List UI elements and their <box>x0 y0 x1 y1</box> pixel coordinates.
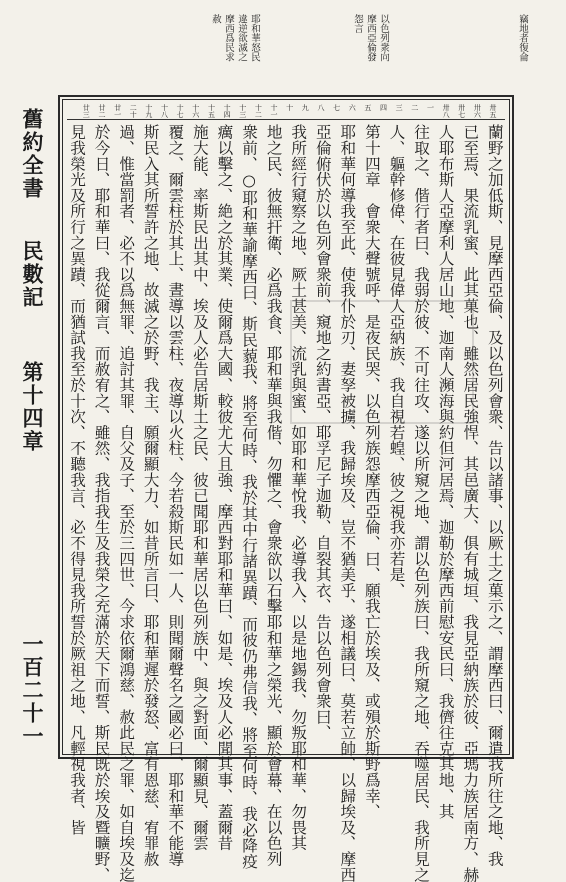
verse-number: 十四 <box>223 104 232 118</box>
text-column: 人耶布斯人亞摩利人居山地、迦南人瀕海與約但河居焉、迦勒於摩西前慰安民曰、我儕往克其地、其 <box>436 124 455 820</box>
verse-number: 十五 <box>207 104 216 118</box>
verse-number: 三 <box>395 104 404 111</box>
verse-number: 七 <box>332 104 341 111</box>
margin-note-right <box>517 14 528 86</box>
text-column: 衆前、○耶和華諭摩西曰、斯民藐我、將至何時、我於其中行諸異蹟、而彼仍弗信我、將至何時、我必降疫 <box>240 124 259 869</box>
verse-number: 五 <box>363 104 372 111</box>
text-column: 見我榮光及所行之異蹟、而猶試我至於十次、不聽我言、必不得見我所誓於厥祖之地、凡輕視我者、皆 <box>68 124 86 835</box>
text-frame <box>58 95 514 882</box>
verse-number: 十七 <box>176 104 185 118</box>
margin-note-line: 耶和華怒民 <box>249 14 260 62</box>
text-column: 人、軀幹修偉、在彼見偉人亞納族、我自視若蝗、彼之視我亦若是、 <box>387 124 406 598</box>
verse-number: 二十 <box>129 104 138 118</box>
margin-note-line: 以色列衆向 <box>378 14 389 62</box>
chapter-label: 第十四章 <box>20 361 45 453</box>
text-column: 蘭野之加低斯、見摩西亞倫、及以色列會衆、告以諸事、以厥土之菓示之、謂摩西曰、爾遣我所往之地、我 <box>485 124 504 867</box>
page-number: 一百二十一 <box>20 633 45 748</box>
verse-number: 廿二 <box>97 104 106 118</box>
verse-number: 卅六 <box>473 104 482 118</box>
margin-note-middle <box>352 14 389 86</box>
text-column: 往取之、偕行者曰、我弱於彼、不可往攻、遂以所窺之地、謂以色列族曰、我所窺之地、吞噬居民、我所見之 <box>412 124 431 882</box>
margin-note-line: 赦 <box>210 14 221 24</box>
margin-note-line: 摩西亞倫發 <box>365 14 376 62</box>
verse-number: 十一 <box>270 104 278 118</box>
text-column: 亞倫俯伏於以色列會衆前、窺地之約書亞、耶孚尼子迦勒、自裂其衣、告以色列會衆曰、 <box>313 124 332 741</box>
watermark-stamp <box>290 300 474 424</box>
margin-note-line: 摩西爲民求 <box>223 14 234 62</box>
verse-number: 二 <box>410 104 419 111</box>
verse-number: 十八 <box>160 104 169 118</box>
margin-note-line: 違逆欲滅之 <box>236 14 247 62</box>
verse-number: 十三 <box>238 104 247 118</box>
text-column: 斯民入其所誓許之地、故滅之於野、我主、願爾顯大力、如昔所言曰、耶和華遲於發怒、富有恩慈、宥罪赦 <box>141 124 160 867</box>
text-frame-inner <box>62 99 510 882</box>
text-column: 癘以擊之、絶之於其業、使爾爲大國、較彼尤大且強、摩西對耶和華曰、如是、埃及人必聞其事、蓋爾昔 <box>215 124 234 851</box>
running-title <box>15 108 49 748</box>
text-column: 地之民、彼無扞衛、必爲我食、耶和華與我偕、勿懼之、會衆欲以石擊耶和華之榮光、顯於會幕、在以色列 <box>264 124 283 867</box>
text-column: 耶和華何導我至此、使我仆於刃、妻孥被擄、我歸埃及、豈不猶美乎、遂相議曰、莫若立帥、以歸埃及、摩西 <box>338 124 357 882</box>
text-column: 過、惟當罰者、必不以爲無罪、追討其罪、自父及子、至於三四世、今求依爾鴻慈、赦此民之罪、如自埃及迄 <box>117 124 136 882</box>
verse-number: 八 <box>316 104 325 111</box>
body-text <box>68 124 504 882</box>
text-column: 已至焉、果流乳蜜、此其菓也、雖然居民強悍、其邑廣大、俱有城垣、我見亞納族於彼、亞瑪力族居南方、赫 <box>461 124 480 882</box>
verse-number: 十二 <box>254 104 263 118</box>
verse-number: 卅七 <box>457 104 466 118</box>
verse-number: 九 <box>301 104 310 111</box>
verse-number: 六 <box>348 104 357 111</box>
margin-note-left <box>210 14 260 86</box>
verse-number-strip <box>67 103 505 120</box>
verse-number: 十六 <box>191 104 200 118</box>
text-column: 第十四章 會衆大聲號呼、是夜民哭、以色列族怨摩西亞倫、曰、願我亡於埃及、或殞於斯野爲幸、 <box>362 124 381 820</box>
verse-number: 十 <box>285 104 294 111</box>
verse-number: 廿一 <box>113 104 122 118</box>
text-column: 我所經行窺察之地、厥土甚美、流乳與蜜、如耶和華悅我、必導我入、以是地錫我、勿叛耶和華、勿畏其 <box>289 124 308 851</box>
book-title: 舊約全書 <box>20 108 45 200</box>
text-column: 施大能、率斯民出其中、埃及人必告居斯土之民、彼已聞耶和華居以色列族中、與之對面、爾顯見、爾雲 <box>190 124 209 851</box>
book-name: 民數記 <box>20 240 45 309</box>
verse-number: 廿三 <box>82 104 91 118</box>
verse-number: 一 <box>426 104 435 111</box>
text-column: 覆之、爾雲柱於其上、晝導以雲柱、夜導以火柱、今若殺斯民如一人、則聞爾聲名之國必曰、耶和華不能導 <box>166 124 185 867</box>
verse-number: 卅八 <box>442 104 451 118</box>
verse-number: 四 <box>379 104 388 111</box>
verse-number: 十九 <box>144 104 153 118</box>
margin-note-line: 怨言 <box>352 14 363 33</box>
verse-number: 卅五 <box>489 104 497 118</box>
text-column: 於今日、耶和華曰、我從爾言、而赦宥之、雖然、我指我生及我榮之充滿於天下而誓、斯民既於埃及暨曠野、 <box>92 124 111 882</box>
margin-note-line: 竊地者復侖 <box>517 14 528 62</box>
